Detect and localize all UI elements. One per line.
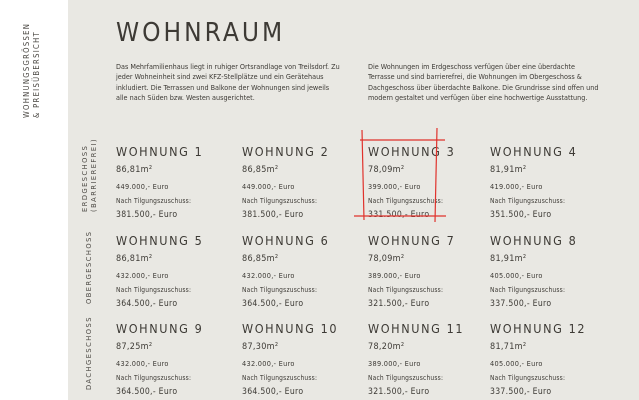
floor-sublabel-text: (BARRIEREFREI) (89, 137, 98, 212)
unit-price: 405.000,- Euro (490, 271, 543, 280)
floor-label-text: ERDGESCHOSS (80, 144, 89, 212)
unit-price: 432.000,- Euro (116, 271, 169, 280)
unit-name: WOHNUNG 5 (116, 233, 204, 248)
unit-subsidy-note: Nach Tilgungszuschuss: (490, 374, 566, 382)
unit-price: 432.000,- Euro (116, 359, 169, 368)
unit-card (242, 321, 360, 397)
side-label-line-1: WOHNUNGSGRÖSSEN (22, 22, 31, 118)
unit-subsidy-price: 351.500,- Euro (490, 210, 552, 220)
unit-card (116, 233, 234, 309)
unit-card (116, 321, 234, 397)
unit-name: WOHNUNG 6 (242, 233, 330, 248)
unit-name: WOHNUNG 3 (368, 144, 456, 159)
floor-label-text: OBERGESCHOSS (84, 230, 93, 304)
unit-subsidy-note: Nach Tilgungszuschuss: (242, 374, 318, 382)
unit-area: 86,85m² (242, 254, 279, 264)
floor-label-text: DACHGESCHOSS (84, 316, 93, 390)
unit-name: WOHNUNG 11 (368, 321, 465, 336)
unit-area: 86,81m² (116, 165, 153, 175)
side-label-line-2: & PREISÜBERSICHT (32, 30, 41, 118)
unit-card (490, 233, 608, 309)
unit-subsidy-price: 381.500,- Euro (116, 210, 178, 220)
unit-subsidy-price: 364.500,- Euro (242, 299, 304, 309)
unit-subsidy-price: 381.500,- Euro (242, 210, 304, 220)
unit-price: 449.000,- Euro (116, 182, 169, 191)
unit-subsidy-price: 331.500,- Euro (368, 210, 430, 220)
unit-name: WOHNUNG 9 (116, 321, 204, 336)
unit-area: 81,71m² (490, 342, 527, 352)
unit-price: 389.000,- Euro (368, 271, 421, 280)
unit-subsidy-note: Nach Tilgungszuschuss: (242, 197, 318, 205)
floor-label-obergeschoss (80, 232, 100, 304)
unit-area: 81,91m² (490, 165, 527, 175)
unit-area: 86,81m² (116, 254, 153, 264)
unit-subsidy-price: 337.500,- Euro (490, 299, 552, 309)
unit-card (368, 321, 486, 397)
unit-name: WOHNUNG 1 (116, 144, 204, 159)
unit-price: 389.000,- Euro (368, 359, 421, 368)
unit-price: 419.000,- Euro (490, 182, 543, 191)
unit-price: 432.000,- Euro (242, 359, 295, 368)
unit-area: 78,09m² (368, 165, 405, 175)
unit-price: 449.000,- Euro (242, 182, 295, 191)
unit-subsidy-note: Nach Tilgungszuschuss: (368, 286, 444, 294)
unit-name: WOHNUNG 4 (490, 144, 578, 159)
unit-subsidy-price: 364.500,- Euro (242, 387, 304, 397)
unit-name: WOHNUNG 2 (242, 144, 330, 159)
unit-subsidy-price: 321.500,- Euro (368, 299, 430, 309)
unit-subsidy-price: 321.500,- Euro (368, 387, 430, 397)
unit-card (242, 233, 360, 309)
unit-card (368, 144, 486, 220)
unit-area: 78,20m² (368, 342, 405, 352)
unit-subsidy-price: 364.500,- Euro (116, 299, 178, 309)
side-label (22, 8, 48, 118)
unit-subsidy-note: Nach Tilgungszuschuss: (490, 197, 566, 205)
unit-card (490, 321, 608, 397)
unit-area: 78,09m² (368, 254, 405, 264)
unit-subsidy-price: 364.500,- Euro (116, 387, 178, 397)
unit-subsidy-note: Nach Tilgungszuschuss: (368, 374, 444, 382)
unit-card (368, 233, 486, 309)
unit-area: 87,30m² (242, 342, 279, 352)
floor-label-erdgeschoss (80, 137, 100, 212)
unit-card (490, 144, 608, 220)
intro-text-right: Die Wohnungen im Erdgeschoss verfügen über eine überdachte Terrasse und sind barrierefrei, die Wohnungen im Obergeschoss & Dachgeschoss über überdachte Balkone. Die Grundrisse sind offen und modern gestaltet und verfügen über eine hochwertige Ausstattung. (368, 62, 599, 103)
unit-card (116, 144, 234, 220)
unit-area: 81,91m² (490, 254, 527, 264)
unit-card (242, 144, 360, 220)
intro-text-left: Das Mehrfamilienhaus liegt in ruhiger Ortsrandlage von Treilsdorf. Zu jeder Wohneinheit sind zwei KFZ-Stellplätze und ein Gerätehaus inkludiert. Die Terrassen und Balkone der Wohnungen sind jeweils alle nach Süden bzw. Westen ausgerichtet. (116, 62, 340, 103)
unit-subsidy-note: Nach Tilgungszuschuss: (490, 286, 566, 294)
unit-name: WOHNUNG 10 (242, 321, 339, 336)
unit-subsidy-note: Nach Tilgungszuschuss: (116, 197, 192, 205)
unit-name: WOHNUNG 12 (490, 321, 587, 336)
unit-subsidy-note: Nach Tilgungszuschuss: (368, 197, 444, 205)
unit-name: WOHNUNG 8 (490, 233, 578, 248)
page-title: WOHNRAUM (116, 18, 286, 48)
floor-label-dachgeschoss (80, 316, 100, 390)
unit-subsidy-note: Nach Tilgungszuschuss: (116, 286, 192, 294)
unit-subsidy-price: 337.500,- Euro (490, 387, 552, 397)
unit-area: 86,85m² (242, 165, 279, 175)
unit-price: 405.000,- Euro (490, 359, 543, 368)
unit-price: 432.000,- Euro (242, 271, 295, 280)
unit-name: WOHNUNG 7 (368, 233, 456, 248)
unit-area: 87,25m² (116, 342, 153, 352)
unit-price: 399.000,- Euro (368, 182, 421, 191)
unit-subsidy-note: Nach Tilgungszuschuss: (116, 374, 192, 382)
unit-subsidy-note: Nach Tilgungszuschuss: (242, 286, 318, 294)
